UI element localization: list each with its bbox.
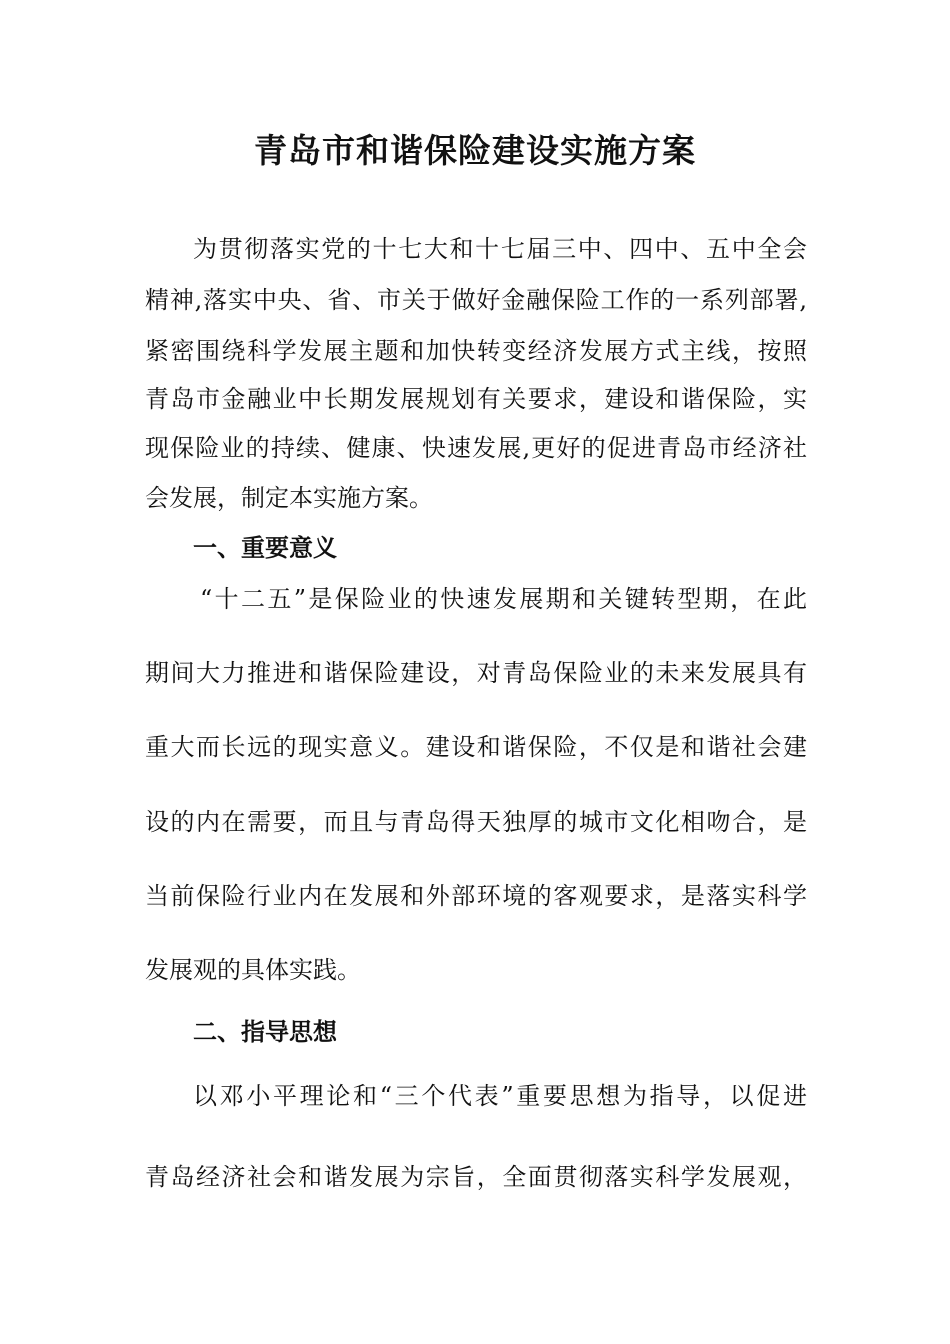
intro-line-5: 现保险业的持续、健康、快速发展,更好的促进青岛市经济社 — [145, 434, 807, 462]
section1-line-6: 发展观的具体实践。 — [145, 956, 361, 984]
section-heading-importance: 一、重要意义 — [193, 534, 337, 562]
intro-line-4: 青岛市金融业中长期发展规划有关要求，建设和谐保险，实 — [145, 385, 807, 413]
intro-line-2: 精神,落实中央、省、市关于做好金融保险工作的一系列部署, — [145, 286, 807, 314]
intro-line-1: 为贯彻落实党的十七大和十七届三中、四中、五中全会 — [193, 235, 807, 263]
section1-line-1: “十二五”是保险业的快速发展期和关键转型期，在此 — [200, 585, 807, 613]
section1-line-2: 期间大力推进和谐保险建设，对青岛保险业的未来发展具有 — [145, 659, 807, 687]
section2-line-2: 青岛经济社会和谐发展为宗旨，全面贯彻落实科学发展观， — [145, 1163, 807, 1191]
intro-line-3: 紧密围绕科学发展主题和加快转变经济发展方式主线，按照 — [145, 337, 807, 365]
section2-line-1: 以邓小平理论和“三个代表”重要思想为指导，以促进 — [193, 1082, 807, 1110]
intro-line-6: 会发展，制定本实施方案。 — [145, 484, 433, 512]
document-title: 青岛市和谐保险建设实施方案 — [254, 131, 696, 170]
section1-line-5: 当前保险行业内在发展和外部环境的客观要求，是落实科学 — [145, 882, 807, 910]
section1-line-3: 重大而长远的现实意义。建设和谐保险，不仅是和谐社会建 — [145, 733, 807, 761]
section1-line-4: 设的内在需要，而且与青岛得天独厚的城市文化相吻合，是 — [145, 808, 807, 836]
section-heading-guiding-ideology: 二、指导思想 — [193, 1018, 337, 1046]
